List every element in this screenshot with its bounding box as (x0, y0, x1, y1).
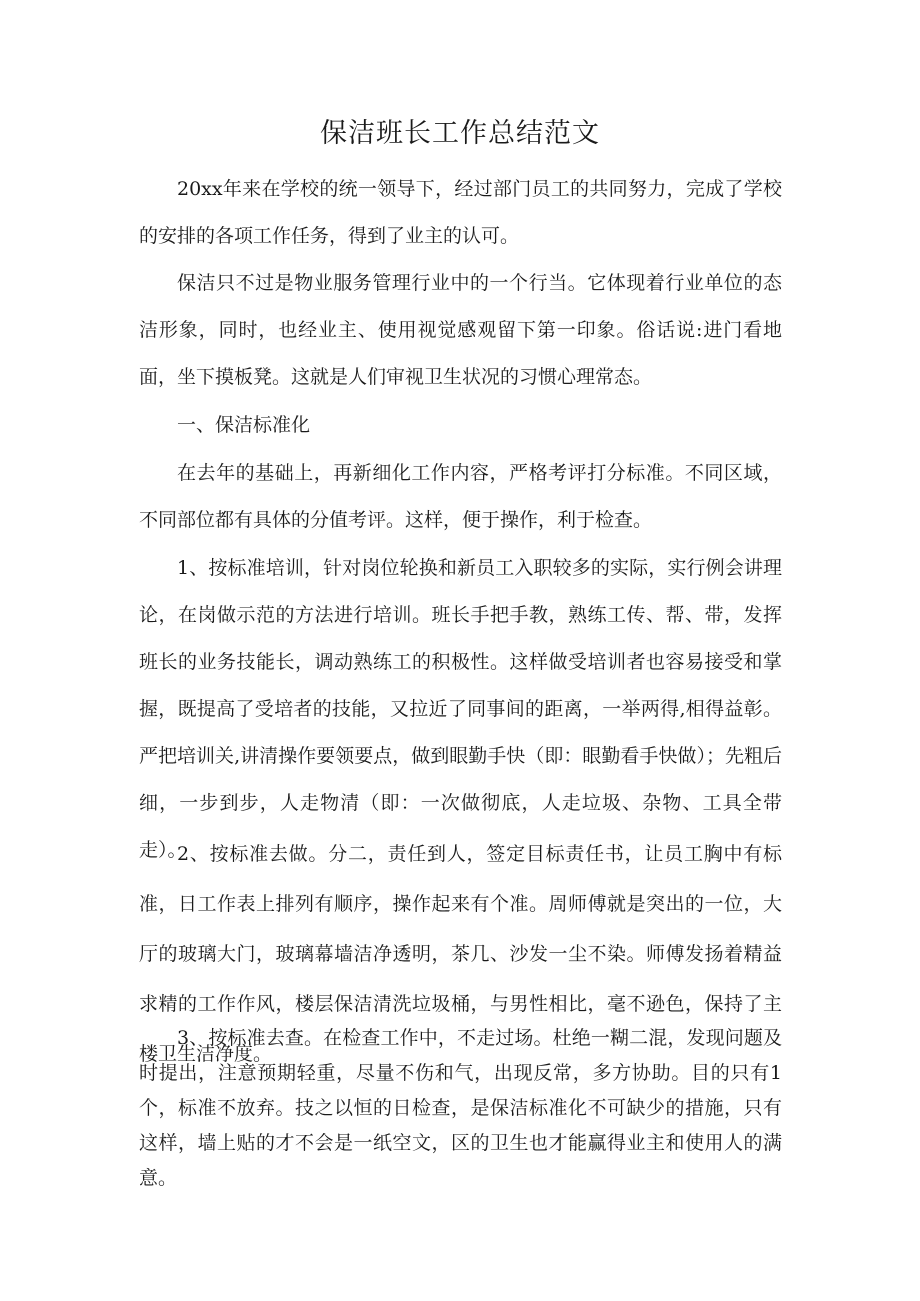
paragraph-execution: 2、按标准去做。分二，责任到人，签定目标责任书，让员工胸中有标准，日工作表上排列有顺序，操作起来有个准。周师傅就是突出的一位，大厅的玻璃大门，玻璃幕墙洁净透明，茶几、沙发一尘不染。师傅发扬着精益求精的工作作风，楼层保洁清洗垃圾桶，与男性相比，毫不逊色，保持了主楼卫生洁净度。 (139, 843, 782, 1065)
section-heading-standardization: 一、保洁标准化 (177, 414, 311, 436)
document-title: 保洁班长工作总结范文 (320, 118, 600, 149)
paragraph-cleaning-role: 保洁只不过是物业服务管理行业中的一个行当。它体现着行业单位的态洁形象，同时，也经业主、使用视觉感观留下第一印象。俗话说:进门看地面，坐下摸板凳。这就是人们审视卫生状况的习惯心理常态。 (139, 272, 782, 388)
paragraph-inspection: 3、按标准去查。在检查工作中，不走过场。杜绝一糊二混，发现问题及时提出，注意预期轻重，尽量不伤和气，出现反常，多方协助。目的只有1个，标准不放弃。技之以恒的日检查，是保洁标准化不可缺少的措施，只有这样，墙上贴的才不会是一纸空文，区的卫生也才能赢得业主和使用人的满意。 (139, 1027, 782, 1189)
paragraph-intro: 20xx年来在学校的统一领导下，经过部门员工的共同努力，完成了学校的安排的各项工作任务，得到了业主的认可。 (139, 178, 782, 247)
paragraph-training: 1、按标准培训，针对岗位轮换和新员工入职较多的实际，实行例会讲理论，在岗做示范的方法进行培训。班长手把手教，熟练工传、帮、带，发挥班长的业务技能长，调动熟练工的积极性。这样做受培训者也容易接受和掌握，既提高了受培者的技能，又拉近了同事间的距离，一举两得,相得益彰。严把培训关,讲清操作要领要点，做到眼勤手快（即：眼勤看手快做）；先粗后细，一步到步，人走物清（即：一次做彻底，人走垃圾、杂物、工具全带走）。 (139, 557, 782, 861)
paragraph-standard-detail: 在去年的基础上，再新细化工作内容，严格考评打分标准。不同区域，不同部位都有具体的分值考评。这样，便于操作，利于检查。 (139, 462, 782, 531)
